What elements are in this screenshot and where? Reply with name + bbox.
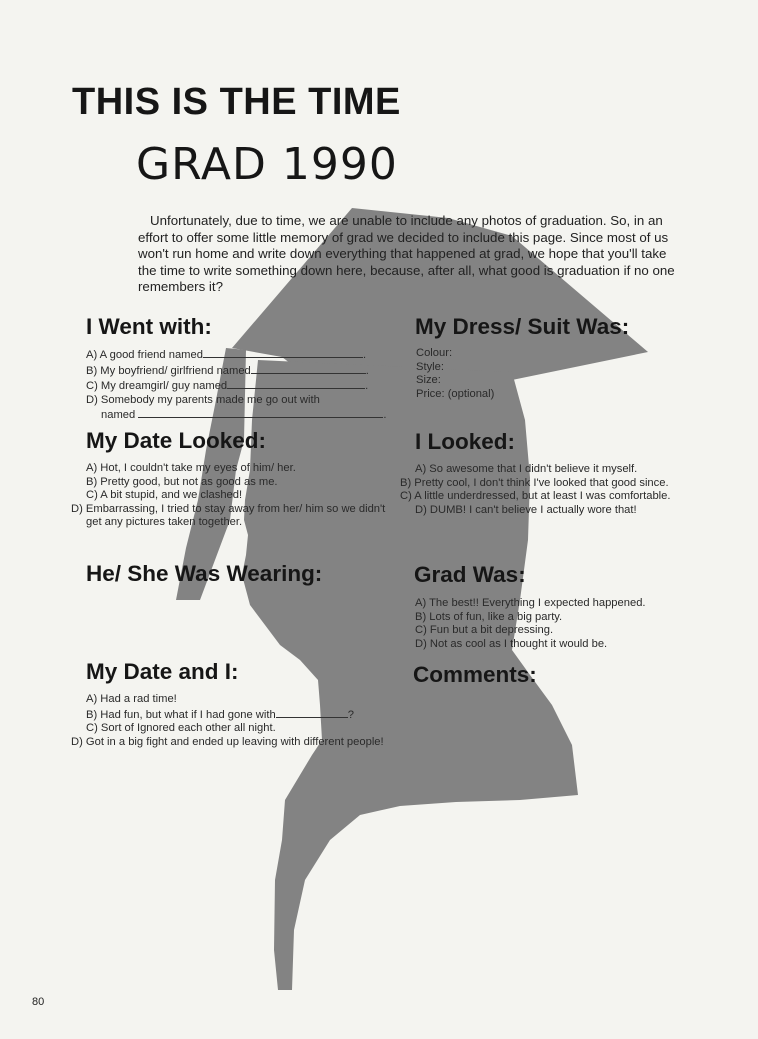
page-number: 80 xyxy=(32,996,45,1008)
fill-in-line[interactable] xyxy=(203,347,363,358)
list-item: D) Not as cool as I thought it would be. xyxy=(415,637,608,650)
option-d-cont: named xyxy=(101,409,136,422)
date-and-i-list xyxy=(71,693,386,749)
list-item: Style: xyxy=(416,360,444,373)
punctuation: ? xyxy=(347,708,354,721)
section-title-wearing: He/ She Was Wearing: xyxy=(86,561,323,586)
list-item: D) Embarrassing, I tried to stay away from her/ him so we didn't get any pictures taken together. xyxy=(71,502,386,529)
list-item: D) Got in a big fight and ended up leaving with different people! xyxy=(71,735,384,748)
option-b: B) Had fun, but what if I had gone with xyxy=(86,708,276,721)
option-c: C) My dreamgirl/ guy named xyxy=(86,380,228,393)
list-item: C) A little underdressed, but at least I was comfortable. xyxy=(400,490,671,503)
list-item: C) Fun but a bit depressing. xyxy=(415,624,554,637)
page-title: THIS IS THE TIME xyxy=(72,81,401,123)
list-item: C) Sort of Ignored each other all night. xyxy=(86,722,276,735)
section-title-date-looked: My Date Looked: xyxy=(86,428,267,453)
punctuation: . xyxy=(365,364,369,377)
list-item: B) Pretty cool, I don't think I've looked that good since. xyxy=(400,476,669,489)
list-item: C) A bit stupid, and we clashed! xyxy=(86,489,243,502)
list-item: A) Had a rad time! xyxy=(86,693,177,705)
punctuation: . xyxy=(365,380,369,393)
fill-in-line[interactable] xyxy=(227,378,365,389)
list-item xyxy=(86,363,406,379)
dress-list xyxy=(416,347,676,401)
section-title-date-and-i: My Date and I: xyxy=(86,659,239,684)
list-item xyxy=(86,707,386,723)
page-subtitle: GRAD 1990 xyxy=(136,139,398,190)
went-with-list xyxy=(86,347,406,423)
list-item: Price: (optional) xyxy=(416,387,495,400)
list-item: Size: xyxy=(416,374,441,387)
intro-paragraph xyxy=(138,213,683,296)
section-title-i-looked: I Looked: xyxy=(415,429,515,454)
option-a: A) A good friend named xyxy=(86,349,203,361)
fill-in-line[interactable] xyxy=(251,363,366,374)
list-item: D) DUMB! I can't believe I actually wore that! xyxy=(415,503,637,516)
list-item: A) The best!! Everything I expected happened. xyxy=(415,597,646,609)
option-b: B) My boyfriend/ girlfriend named xyxy=(86,364,251,377)
section-title-went-with: I Went with: xyxy=(86,314,212,339)
section-title-comments: Comments: xyxy=(413,662,537,687)
list-item xyxy=(86,347,406,363)
list-item: B) Lots of fun, like a big party. xyxy=(415,610,563,623)
list-item: A) Hot, I couldn't take my eyes of him/ her. xyxy=(86,462,296,474)
punctuation: . xyxy=(383,409,387,422)
grad-was-list xyxy=(415,597,705,651)
list-item xyxy=(86,394,406,408)
fill-in-line[interactable] xyxy=(276,707,348,718)
intro-text: Unfortunately, due to time, we are unable to include any photos of graduation. So, in an effort to offer some little memory of grad we decided to include this page. Since most of us won't run home and write down everything that happened at grad, we hope that you'll take the time to write something down here, because, after all, what good is graduation if no one remembers it? xyxy=(138,213,675,294)
fill-in-line[interactable] xyxy=(138,407,383,418)
option-d: D) Somebody my parents made me go out with xyxy=(86,393,320,406)
list-item xyxy=(86,378,406,394)
section-title-dress: My Dress/ Suit Was: xyxy=(415,314,630,339)
i-looked-list xyxy=(400,463,705,517)
section-title-grad-was: Grad Was: xyxy=(414,562,526,587)
punctuation: . xyxy=(362,349,367,361)
list-item: B) Pretty good, but not as good as me. xyxy=(86,475,278,488)
date-looked-list xyxy=(71,462,391,530)
list-item: Colour: xyxy=(416,347,453,359)
list-item: A) So awesome that I didn't believe it myself. xyxy=(415,463,638,475)
list-item xyxy=(86,407,406,423)
